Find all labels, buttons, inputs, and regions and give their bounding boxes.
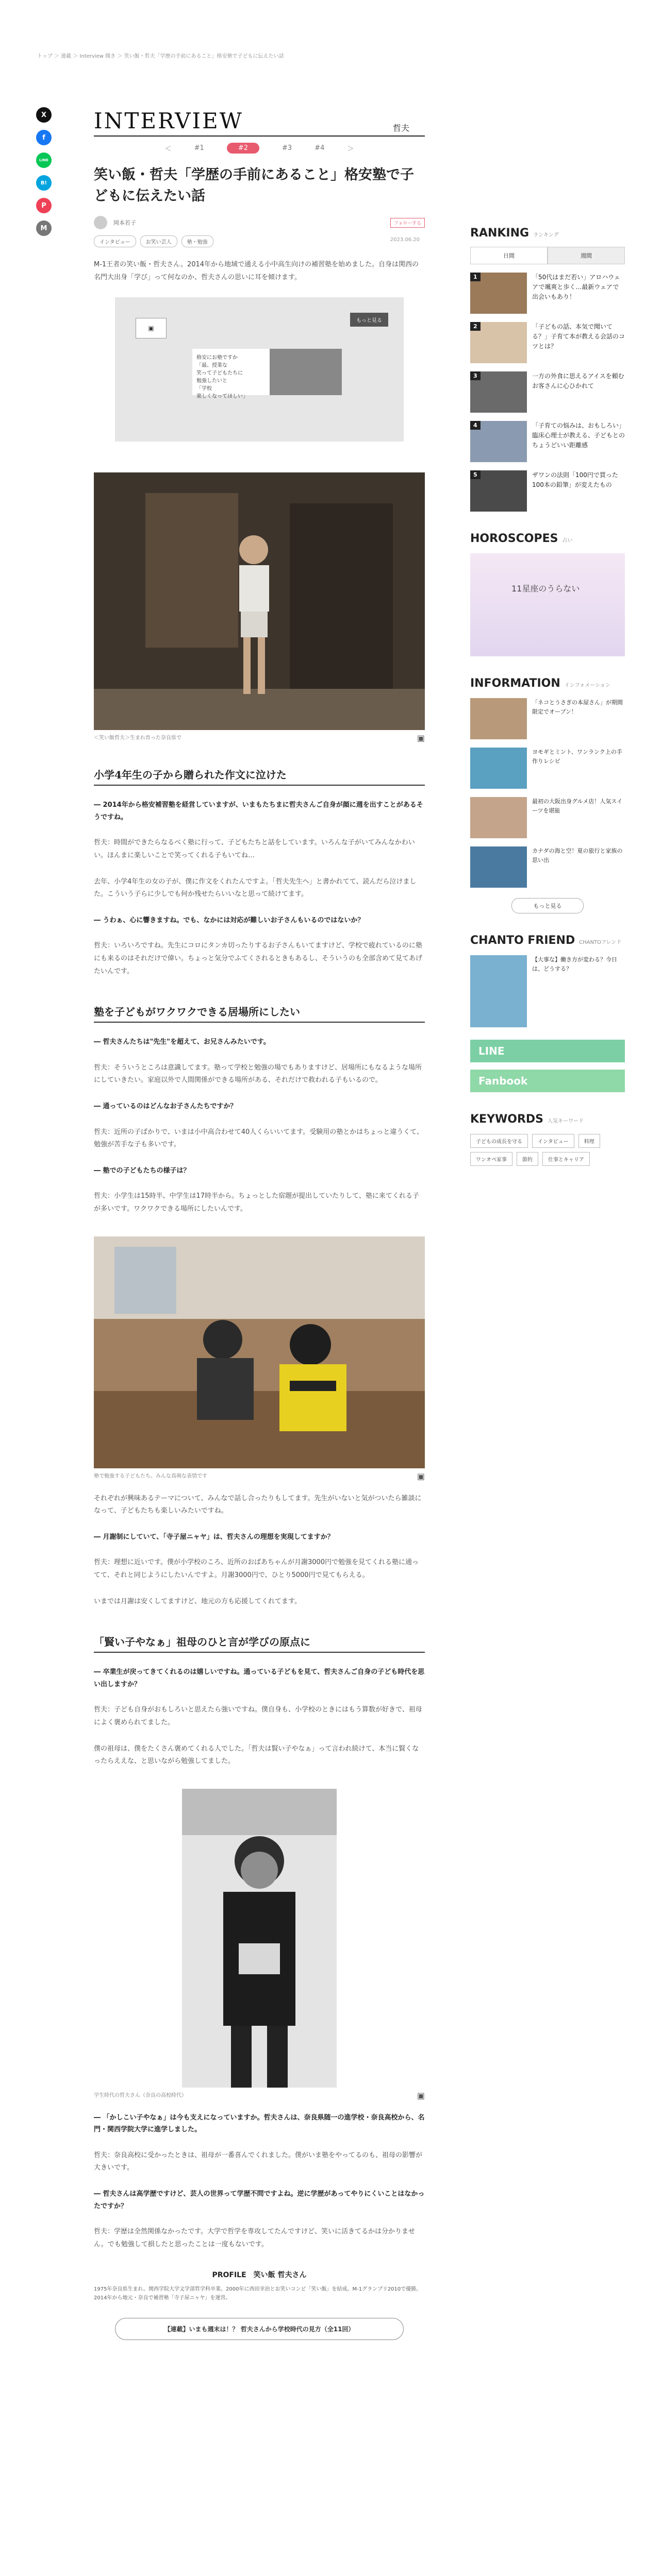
- ranking-thumbnail: 4: [470, 421, 527, 462]
- ranking-item[interactable]: [470, 371, 625, 413]
- answer-2: 去年、小学4年生の女の子が、僕に作文をくれたんですよ。「哲夫先生へ」と書かれてて、読んだら泣けました。こういう子らに少しでも何か残せたらいいなと思って続けてます。: [94, 877, 417, 899]
- x-share-icon[interactable]: X: [36, 107, 52, 123]
- tag-chip[interactable]: お笑い芸人: [140, 235, 177, 247]
- article-photo-3: [182, 1789, 337, 2088]
- keyword-chip[interactable]: 子どもの成長を守る: [470, 1134, 528, 1148]
- fanbook-banner[interactable]: Fanbook: [470, 1070, 625, 1092]
- info-thumbnail: [470, 748, 527, 789]
- horoscope-title: HOROSCOPES: [470, 532, 558, 545]
- pager-page-1[interactable]: #1: [194, 144, 204, 152]
- ranking-thumbnail: 2: [470, 322, 527, 363]
- ranking-item-title: 「50代はまだ若い」アロハウェアで颯爽と歩く…最新ウェアで出会いもあり！: [532, 274, 620, 301]
- friend-thumbnail: [470, 955, 527, 1027]
- info-item[interactable]: [470, 698, 625, 739]
- ranking-item-title: 「子どもの話、本気で聞いてる？」子育て本が教える会話のコツとは？: [532, 323, 625, 350]
- horoscope-banner-text: 11星座のうらない: [511, 584, 580, 594]
- ranking-tabs: [470, 247, 625, 264]
- article-lead: M-1王者の笑い飯・哲夫さん。2014年から地域で通える小中高生向けの補習塾を始めました。自身は関西の名門大出身「学び」って何なのか、哲夫さんの思いに耳を傾けます。: [94, 261, 419, 281]
- answer-6: 哲夫：小学生は15時半、中学生は17時半から。ちょっとした宿題が提出していたりして、塾に来てくれる子が多いです。ワクワクできる場所にしたいんです。: [94, 1192, 419, 1213]
- answer-4: 哲夫：そういうところは意識してます。塾って学校と勉強の場でもありますけど、居場所にもなるような場所にしていきたい。家庭以外で人間関係ができる場所がある、それだけで救われる子もいるので。: [94, 1063, 422, 1084]
- keyword-chip[interactable]: ワンオペ家事: [470, 1152, 512, 1166]
- ranking-item[interactable]: [470, 470, 625, 512]
- classroom-photo: [94, 1236, 425, 1468]
- question-5: ― 塾での子どもたちの様子は？: [94, 1166, 190, 1175]
- article-main: [94, 108, 425, 2340]
- sidebar: [470, 227, 625, 1166]
- photo-caption: [94, 1471, 425, 1479]
- promo-image: [270, 349, 342, 395]
- tag-chip[interactable]: インタビュー: [94, 235, 136, 247]
- ranking-thumbnail: 1: [470, 273, 527, 314]
- question-4: ― 通っているのはどんなお子さんたちですか？: [94, 1103, 237, 1111]
- info-item[interactable]: [470, 748, 625, 789]
- info-item-title: 最初の大阪出身グルメ店！人気スイーツを堪能: [532, 798, 623, 814]
- friend-item[interactable]: [470, 955, 625, 1027]
- ranking-item-title: ザワンの法則「100円で買った100本の鉛筆」が変えたもの: [532, 471, 618, 489]
- promo-text: 格安にお塾ですか 「最、授業な 笑って子どもたちに 勉強したいと 「学校 楽しくなってほしい」: [196, 355, 248, 400]
- friend-heading: [470, 934, 625, 947]
- keyword-chip[interactable]: インタビュー: [532, 1134, 574, 1148]
- next-article-button[interactable]: 【連載】いまも週末は！？ 哲夫さんから学校時代の見方（全11回）: [115, 2318, 404, 2340]
- promo-more-button[interactable]: もっと見る: [350, 313, 388, 327]
- question-9: ― 哲夫さんは高学歴ですけど、芸人の世界って学歴不問ですよね。逆に学歴があってやりにくいことはなかったですか？: [94, 2190, 425, 2210]
- keyword-chip[interactable]: 節約: [517, 1152, 538, 1166]
- info-item[interactable]: [470, 846, 625, 888]
- author-name[interactable]: 岡本若子: [113, 219, 136, 226]
- keywords-title: KEYWORDS: [470, 1113, 544, 1126]
- tab-daily[interactable]: 日間: [470, 247, 548, 264]
- info-item-title: ヨモギとミント、ワンランク上の手作りレシピ: [532, 749, 622, 765]
- answer-7: それぞれが興味あるテーマについて、みんなで話し合ったりもしてます。先生がいないと気がついたら雑談になって、子どもたちも楽しいみたいですね。: [94, 1494, 422, 1515]
- ranking-thumbnail: 3: [470, 371, 527, 413]
- mail-share-icon[interactable]: M: [36, 221, 52, 236]
- ranking-item-title: 一方の外食に思えるアイスを頼むお客さんに心ひかれて: [532, 372, 624, 390]
- pager-prev[interactable]: ＜: [164, 145, 172, 153]
- camera-icon[interactable]: ▣: [417, 1471, 425, 1481]
- camera-icon[interactable]: ▣: [417, 2091, 425, 2101]
- keyword-list: [470, 1134, 625, 1166]
- ranking-item[interactable]: [470, 322, 625, 363]
- photo-caption: [94, 2091, 425, 2101]
- answer-11: 僕の祖母は、僕をたくさん褒めてくれる人でした。「哲夫は賢い子やなぁ」って言われ続けて、本当に賢くなったらええな、と思いながら勉強してました。: [94, 1744, 419, 1766]
- answer-5: 哲夫：近所の子ばかりで、いまは小中高合わせて40人くらいいてます。受験用の塾とかはちょっと違うくて、勉強が苦手な子も多いです。: [94, 1128, 423, 1149]
- pager-next[interactable]: ＞: [347, 145, 354, 153]
- section-heading-3: 「賢い子やなぁ」祖母のひと言が学びの原点に: [94, 1634, 425, 1653]
- publish-date: 2023.06.20: [390, 237, 420, 243]
- tab-weekly[interactable]: 週間: [548, 247, 625, 264]
- page-pager: [94, 143, 425, 154]
- friend-subtitle: CHANTOフレンド: [579, 940, 622, 945]
- hatena-share-icon[interactable]: B!: [36, 175, 52, 191]
- information-title: INFORMATION: [470, 677, 560, 690]
- answer-1: 哲夫：時間ができたらなるべく塾に行って、子どもたちと話をしています。いろんな子がいてみんなかわいい。ほんまに楽しいことで笑ってくれる子もいてね…: [94, 839, 415, 859]
- student-portrait-photo: [182, 1789, 337, 2088]
- question-3: ― 哲夫さんたちは"先生"を超えて、お兄さんみたいです。: [94, 1038, 270, 1046]
- photo-caption-text: 塾で勉強する子どもたち。みんな真剣な表情です: [94, 1473, 207, 1479]
- line-share-icon[interactable]: LINE: [36, 152, 52, 168]
- question-6: ― 月謝制にしていて、「寺子屋ニャヤ」は、哲夫さんの理想を実現してますか？: [94, 1533, 334, 1541]
- keyword-chip[interactable]: 仕事とキャリア: [542, 1152, 590, 1166]
- breadcrumb[interactable]: トップ ＞ 連載 ＞ Interview 聞き ＞ 笑い飯・哲夫「学歴の手前にあること」格安塾で子どもに伝えたい話: [37, 54, 284, 59]
- ranking-title: RANKING: [470, 227, 529, 240]
- line-banner[interactable]: LINE: [470, 1040, 625, 1062]
- masthead-title: INTERVIEW: [94, 108, 243, 133]
- boy-standing-photo: [94, 472, 425, 730]
- info-item-title: カナダの海と空！夏の旅行と家族の思い出: [532, 848, 623, 863]
- question-2: ― うわぁ、心に響きますね。でも、なかには対応が難しいお子さんもいるのではないか？: [94, 916, 365, 924]
- promo-box[interactable]: [115, 297, 404, 442]
- follow-button[interactable]: フォローする: [390, 218, 425, 228]
- question-1: ― 2014年から格安補習塾を経営していますが、いまもたちまに哲夫さんご自身が顔に週を出すことがあるそうですね。: [94, 801, 423, 821]
- section-heading-2: 塾を子どもがワクワクできる居場所にしたい: [94, 1004, 425, 1023]
- masthead: [94, 108, 425, 137]
- profile-text: 1975年奈良県生まれ。関西学院大学文学部哲学科卒業。2000年に西田幸治とお笑いコンビ「笑い飯」を結成。M-1グランプリ2010で優勝。2014年から地元・奈良で補習塾「寺子屋ニャヤ」を運営。: [94, 2286, 422, 2301]
- profile-heading: PROFILE 笑い飯 哲夫さん: [212, 2271, 307, 2280]
- answer-10: 哲夫：子ども自身がおもしろいと思えたら強いですね。僕自身も、小学校のときにはもう算数が好きで、祖母によく褒められてました。: [94, 1706, 422, 1726]
- answer-8: 哲夫：理想に近いです。僕が小学校のころ、近所のおばあちゃんが月謝3000円で勉強を見てくれる塾に通ってて、それと同じようにしたいんですよ。月謝3000円で、ひとり5000円で見てもらえる。: [94, 1558, 419, 1580]
- camera-icon[interactable]: ▣: [417, 733, 425, 743]
- ranking-item[interactable]: [470, 273, 625, 314]
- ranking-item-title: 「子育ての悩みは、おもしろい」臨床心理士が教える、子どもとのちょうどいい距離感: [532, 422, 625, 449]
- information-subtitle: インフォメーション: [564, 683, 610, 688]
- answer-12: 哲夫：奈良高校に受かったときは、祖母が一番喜んでくれました。僕がいま塾をやってるのも、祖母の影響が大きいです。: [94, 2151, 423, 2172]
- tag-chip[interactable]: 塾・勉強: [181, 235, 213, 247]
- friend-item-title: 【大事な】働き方が変わる？今日は、どうする？: [532, 956, 617, 972]
- info-thumbnail: [470, 698, 527, 739]
- article-meta: [94, 216, 425, 229]
- author-avatar: [94, 216, 107, 229]
- section-heading-1: 小学4年生の子から贈られた作文に泣けた: [94, 767, 425, 786]
- horoscope-subtitle: 占い: [562, 538, 573, 544]
- pager-page-4[interactable]: #4: [315, 144, 325, 152]
- ranking-item[interactable]: [470, 421, 625, 462]
- article-photo-1: [94, 472, 425, 730]
- horoscope-heading: [470, 532, 625, 545]
- info-item-title: 「ネコとうさぎの本屋さん」が期間限定でオープン！: [532, 699, 623, 715]
- ranking-thumbnail: 5: [470, 470, 527, 512]
- photo-caption: [94, 733, 425, 741]
- info-thumbnail: [470, 846, 527, 888]
- promo-logo: ▣: [136, 318, 167, 338]
- answer-13: 哲夫：学歴は全然関係なかったです。大学で哲学を専攻してたんですけど、笑いに活きてるかは分かりません。でも勉強して損したと思ったことは一度もないです。: [94, 2227, 415, 2248]
- info-more-button[interactable]: もっと見る: [511, 898, 584, 913]
- pager-page-3[interactable]: #3: [282, 144, 292, 152]
- article-title: 笑い飯・哲夫「学歴の手前にあること」格安塾で子どもに伝えたい話: [94, 167, 414, 204]
- question-8: ― 「かしこい子やなぁ」は今も支えになっていますか。哲夫さんは、奈良県随一の進学校・奈良高校から、名門・関西学院大学に進学しました。: [94, 2114, 425, 2134]
- question-7: ― 卒業生が戻ってきてくれるのは嬉しいですね。通っている子どもを見て、哲夫さんご自身の子ども時代を思い出しますか？: [94, 1668, 425, 1688]
- answer-3: 哲夫：いろいろですね。先生にコロにタンカ切ったりするお子さんもいてますけど、学校で疲れているのに塾にも来るのはそれだけで偉い。ちょっと気分でふてくされるときもあるし、そういうのも全部含めて見てあげたいんです。: [94, 942, 423, 975]
- share-bar: [36, 107, 52, 243]
- ranking-subtitle: ランキング: [533, 232, 559, 238]
- photo-caption-text: 学生時代の哲夫さん（奈良の高校時代）: [94, 2093, 187, 2099]
- ranking-heading: [470, 227, 625, 240]
- keywords-subtitle: 人気キーワード: [548, 1118, 584, 1124]
- answer-9: いまでは月謝は安くしてますけど、地元の方も応援してくれてます。: [94, 1597, 301, 1605]
- info-thumbnail: [470, 797, 527, 838]
- facebook-share-icon[interactable]: f: [36, 130, 52, 145]
- article-photo-2: [94, 1236, 425, 1468]
- information-heading: [470, 677, 625, 690]
- tag-list: [94, 235, 425, 247]
- info-item[interactable]: [470, 797, 625, 838]
- keyword-chip[interactable]: 料理: [578, 1134, 600, 1148]
- keywords-heading: [470, 1113, 625, 1126]
- pocket-share-icon[interactable]: P: [36, 198, 52, 213]
- friend-title: CHANTO FRIEND: [470, 934, 575, 947]
- masthead-subject: 哲夫: [392, 123, 409, 133]
- pager-page-2[interactable]: #2: [227, 143, 259, 154]
- horoscope-banner[interactable]: [470, 553, 625, 656]
- photo-caption-text: ＜笑い飯哲夫＞生まれ育った奈良県で: [94, 735, 181, 741]
